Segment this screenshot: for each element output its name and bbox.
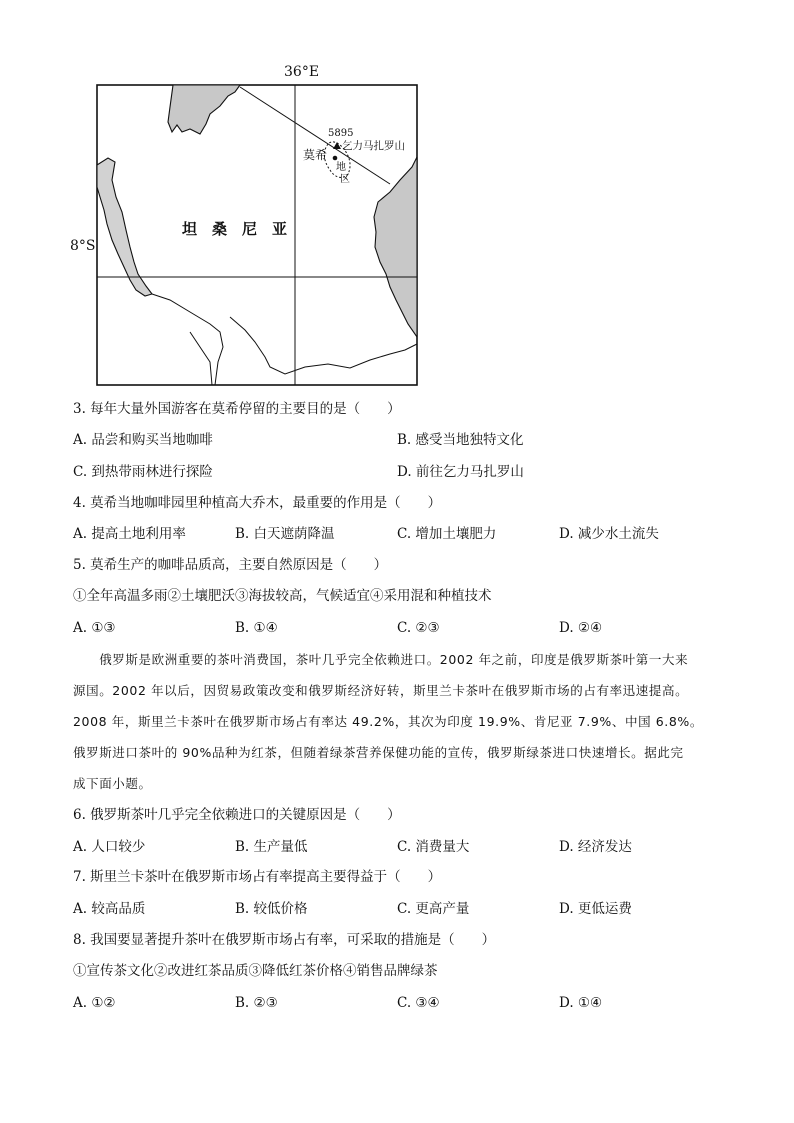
area-label-1: 地 — [336, 162, 346, 173]
q8-option-d[interactable]: D. ①④ — [559, 995, 603, 1011]
question-3-stem: 3. 每年大量外国游客在莫希停留的主要目的是（ ） — [73, 401, 401, 417]
q4-option-b[interactable]: B. 白天遮荫降温 — [235, 526, 335, 542]
q8-option-a[interactable]: A. ①② — [73, 995, 116, 1011]
passage-line-3: 2008 年，斯里兰卡茶叶在俄罗斯市场占有率达 49.2%，其次为印度 19.9%、肯尼亚 7.9%、中国 6.8%。 — [73, 714, 704, 729]
q8-option-b[interactable]: B. ②③ — [235, 995, 278, 1011]
question-7-stem: 7. 斯里兰卡茶叶在俄罗斯市场占有率提高主要得益于（ ） — [73, 869, 442, 885]
question-8-sub: ①宣传茶文化②改进红茶品质③降低红茶价格④销售品牌绿茶 — [73, 963, 438, 979]
question-5-stem: 5. 莫希生产的咖啡品质高，主要自然原因是（ ） — [73, 557, 388, 573]
q4-option-d[interactable]: D. 减少水土流失 — [559, 526, 659, 542]
passage-line-1: 俄罗斯是欧洲重要的茶叶消费国，茶叶几乎完全依赖进口。2002 年之前，印度是俄罗斯茶叶第一大来 — [73, 652, 689, 667]
q6-option-b[interactable]: B. 生产量低 — [235, 839, 308, 855]
q6-option-a[interactable]: A. 人口较少 — [73, 839, 146, 855]
q4-option-c[interactable]: C. 增加土壤肥力 — [397, 526, 497, 542]
q8-option-c[interactable]: C. ③④ — [397, 995, 440, 1011]
passage-line-4: 俄罗斯进口茶叶的 90%品种为红茶，但随着绿茶营养保健功能的宣传，俄罗斯绿茶进口快速增长。据此完 — [73, 745, 684, 760]
q3-option-b[interactable]: B. 感受当地独特文化 — [397, 432, 524, 448]
question-8-stem: 8. 我国要显著提升茶叶在俄罗斯市场占有率，可采取的措施是（ ） — [73, 932, 496, 948]
q3-option-a[interactable]: A. 品尝和购买当地咖啡 — [73, 432, 213, 448]
area-label-2: 区 — [340, 174, 350, 185]
tanzania-map — [60, 62, 440, 392]
q5-option-c[interactable]: C. ②③ — [397, 620, 440, 636]
peak-height-label: 5895 — [328, 128, 354, 139]
peak-name-label: 乞力马扎罗山 — [342, 140, 405, 152]
city-name-label: 莫希 — [303, 148, 328, 162]
q6-option-c[interactable]: C. 消费量大 — [397, 839, 470, 855]
q7-option-c[interactable]: C. 更高产量 — [397, 901, 470, 917]
passage-line-5: 成下面小题。 — [73, 776, 152, 791]
q7-option-d[interactable]: D. 更低运费 — [559, 901, 632, 917]
country-label: 坦 桑 尼 亚 — [182, 220, 288, 238]
q5-option-b[interactable]: B. ①④ — [235, 620, 278, 636]
q3-option-d[interactable]: D. 前往乞力马扎罗山 — [397, 464, 524, 480]
q4-option-a[interactable]: A. 提高土地利用率 — [73, 526, 186, 542]
passage-line-2: 源国。2002 年以后，因贸易政策改变和俄罗斯经济好转，斯里兰卡茶叶在俄罗斯市场的占有率迅速提高。 — [73, 683, 689, 698]
q3-option-c[interactable]: C. 到热带雨林进行探险 — [73, 464, 213, 480]
lon-label: 36°E — [284, 64, 320, 80]
q7-option-b[interactable]: B. 较低价格 — [235, 901, 308, 917]
q6-option-d[interactable]: D. 经济发达 — [559, 839, 632, 855]
question-4-stem: 4. 莫希当地咖啡园里种植高大乔木，最重要的作用是（ ） — [73, 495, 442, 511]
q7-option-a[interactable]: A. 较高品质 — [73, 901, 146, 917]
question-5-sub: ①全年高温多雨②土壤肥沃③海拔较高，气候适宜④采用混和种植技术 — [73, 588, 492, 604]
lat-label: 8°S — [70, 238, 96, 254]
question-6-stem: 6. 俄罗斯茶叶几乎完全依赖进口的关键原因是（ ） — [73, 807, 401, 823]
q5-option-a[interactable]: A. ①③ — [73, 620, 116, 636]
q5-option-d[interactable]: D. ②④ — [559, 620, 603, 636]
